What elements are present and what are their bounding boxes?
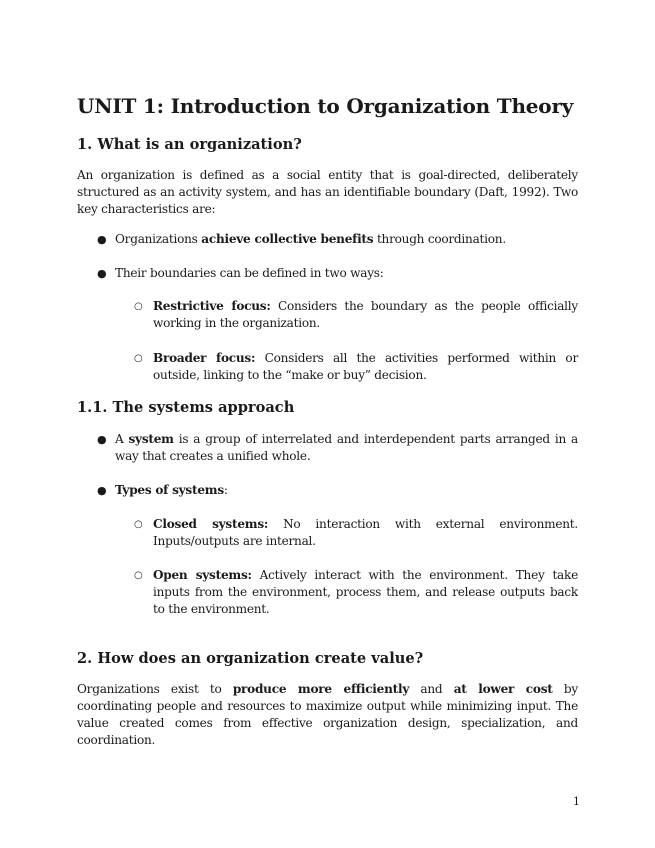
page-number: 1 [573, 795, 580, 808]
hollow-bullet-icon: ○ [134, 519, 143, 530]
section-heading-systems-approach: 1.1. The systems approach [77, 399, 295, 416]
list-item: ● Organizations achieve collective benefits through coordination. [97, 232, 506, 246]
section-heading-value-creation: 2. How does an organization create value? [77, 650, 424, 667]
bullet-icon: ● [97, 433, 107, 446]
hollow-bullet-icon: ○ [134, 301, 143, 312]
list-item: ● A system is a group of interrelated and interdependent parts arranged in a way that creates a unified whole. [97, 432, 578, 463]
hollow-bullet-icon: ○ [134, 570, 143, 581]
list-item: ● Types of systems: [97, 483, 228, 497]
bullet-icon: ● [97, 484, 107, 497]
bullet-icon: ● [97, 233, 107, 246]
page-title: UNIT 1: Introduction to Organization Theory [77, 94, 574, 118]
definition-paragraph: An organization is defined as a social entity that is goal-directed, deliberately structured as an activity system, and has an identifiable boundary (Daft, 1992). Two key characteristics are: [77, 168, 578, 216]
sub-list-item: ○ Closed systems: No interaction with external environment. Inputs/outputs are internal. [134, 517, 578, 548]
sub-list-item: ○ Restrictive focus: Considers the boundary as the people officially working in the organization. [134, 299, 578, 330]
sub-list-item: ○ Broader focus: Considers all the activities performed within or outside, linking to the “make or buy” decision. [134, 351, 578, 382]
section-heading-what-is-organization: 1. What is an organization? [77, 136, 302, 153]
value-paragraph: Organizations exist to produce more efficiently and at lower cost by coordinating people and resources to maximize output while minimizing input. The value created comes from effective organization design, specialization, and coordination. [77, 682, 579, 747]
hollow-bullet-icon: ○ [134, 353, 143, 364]
sub-list-item: ○ Open systems: Actively interact with the environment. They take inputs from the environment, process them, and release outputs back to the environment. [134, 568, 578, 616]
bullet-icon: ● [97, 267, 107, 280]
list-item: ● Their boundaries can be defined in two ways: [97, 266, 384, 280]
